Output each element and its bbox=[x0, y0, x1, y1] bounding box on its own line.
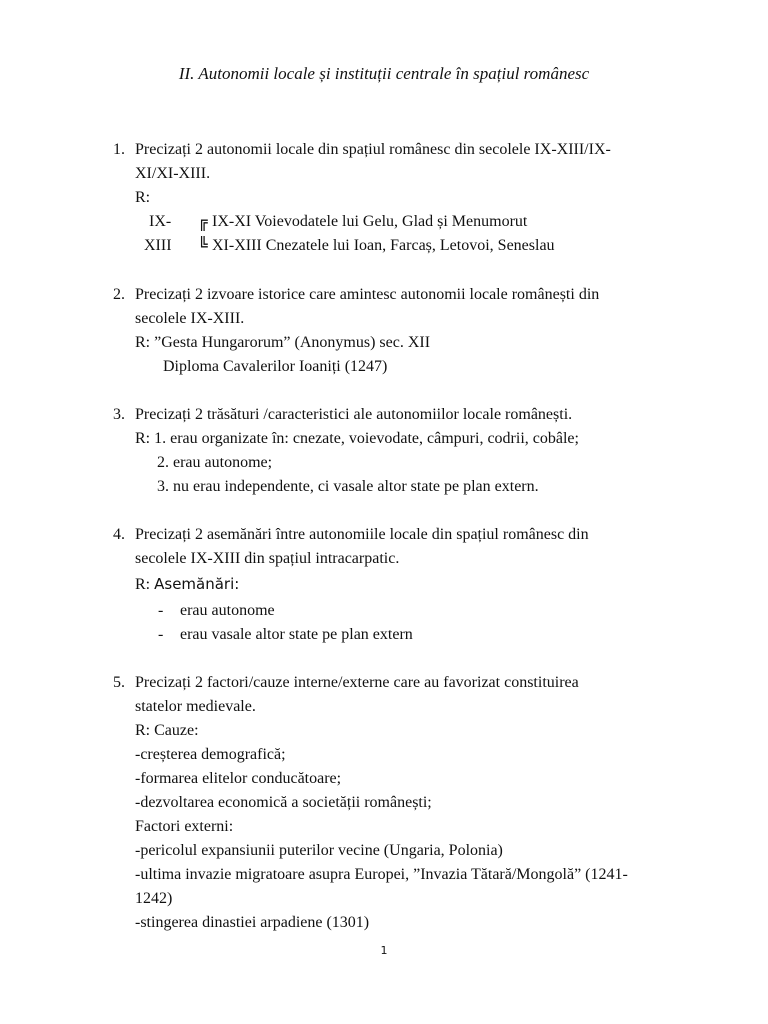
bullet-dash: - bbox=[158, 602, 164, 619]
q4-bullet1: erau autonome bbox=[180, 602, 275, 619]
q4-text-line1: Precizați 2 asemănări între autonomiile locale din spațiul românesc din bbox=[135, 526, 589, 543]
q4-text-line2: secolele IX-XIII din spațiul intracarpatic. bbox=[135, 550, 400, 567]
q5-external3: -stingerea dinastiei arpadiene (1301) bbox=[135, 914, 370, 931]
q1-answer-label: R: bbox=[135, 189, 151, 206]
q5-cause1: -creșterea demografică; bbox=[135, 746, 286, 763]
q4-r-prefix: R: bbox=[135, 576, 155, 593]
q3-number: 3. bbox=[113, 406, 125, 423]
q4-asemanari-label: Asemănări: bbox=[154, 575, 240, 593]
q5-cause3: -dezvoltarea economică a societății românești; bbox=[135, 794, 432, 811]
q4-bullet2: erau vasale altor state pe plan extern bbox=[180, 626, 413, 643]
q2-answer2: Diploma Cavalerilor Ioaniți (1247) bbox=[163, 358, 388, 375]
q4-answer-label bbox=[135, 574, 239, 595]
q5-text-line1: Precizați 2 factori/cauze interne/externe care au favorizat constituirea bbox=[135, 674, 579, 691]
page-number: 1 bbox=[380, 944, 388, 957]
q5-external2-line1: -ultima invazie migratoare asupra Europei, ”Invazia Tătară/Mongolă” (1241- bbox=[135, 866, 628, 883]
q2-text-line1: Precizați 2 izvoare istorice care amintesc autonomii locale românești din bbox=[135, 286, 600, 303]
q5-number: 5. bbox=[113, 674, 125, 691]
q1-number: 1. bbox=[113, 141, 125, 158]
q3-answer1: R: 1. erau organizate în: cnezate, voievodate, câmpuri, codrii, cobâle; bbox=[135, 430, 579, 447]
q3-answer3: 3. nu erau independente, ci vasale altor state pe plan extern. bbox=[157, 478, 539, 495]
bracket-bottom-icon: ╚ bbox=[198, 236, 208, 255]
q1-text-line1: Precizați 2 autonomii locale din spațiul românesc din secolele IX-XIII/IX- bbox=[135, 141, 611, 158]
q2-text-line2: secolele IX-XIII. bbox=[135, 310, 245, 327]
q5-external-heading: Factori externi: bbox=[135, 818, 234, 835]
q5-answer-label: R: Cauze: bbox=[135, 722, 199, 739]
q5-text-line2: statelor medievale. bbox=[135, 698, 256, 715]
q3-answer2: 2. erau autonome; bbox=[157, 454, 273, 471]
q1-left-bottom: XIII bbox=[144, 237, 172, 254]
q1-item2: XI-XIII Cnezatele lui Ioan, Farcaș, Letovoi, Seneslau bbox=[212, 237, 555, 254]
bullet-dash: - bbox=[158, 626, 164, 643]
q4-number: 4. bbox=[113, 526, 125, 543]
q5-cause2: -formarea elitelor conducătoare; bbox=[135, 770, 342, 787]
q1-left-top: IX- bbox=[149, 213, 172, 230]
q5-external1: -pericolul expansiunii puterilor vecine (Ungaria, Polonia) bbox=[135, 842, 503, 859]
bracket-top-icon: ╔ bbox=[198, 212, 208, 231]
q1-item1: IX-XI Voievodatele lui Gelu, Glad și Menumorut bbox=[212, 213, 528, 230]
q3-text-line1: Precizați 2 trăsături /caracteristici ale autonomiilor locale românești. bbox=[135, 406, 573, 423]
q2-answer1: R: ”Gesta Hungarorum” (Anonymus) sec. XII bbox=[135, 334, 431, 351]
q5-external2-line2: 1242) bbox=[135, 890, 173, 907]
q1-text-line2: XI/XI-XIII. bbox=[135, 165, 211, 182]
section-title: II. Autonomii locale și instituții centrale în spațiul românesc bbox=[178, 64, 590, 83]
q2-number: 2. bbox=[113, 286, 125, 303]
